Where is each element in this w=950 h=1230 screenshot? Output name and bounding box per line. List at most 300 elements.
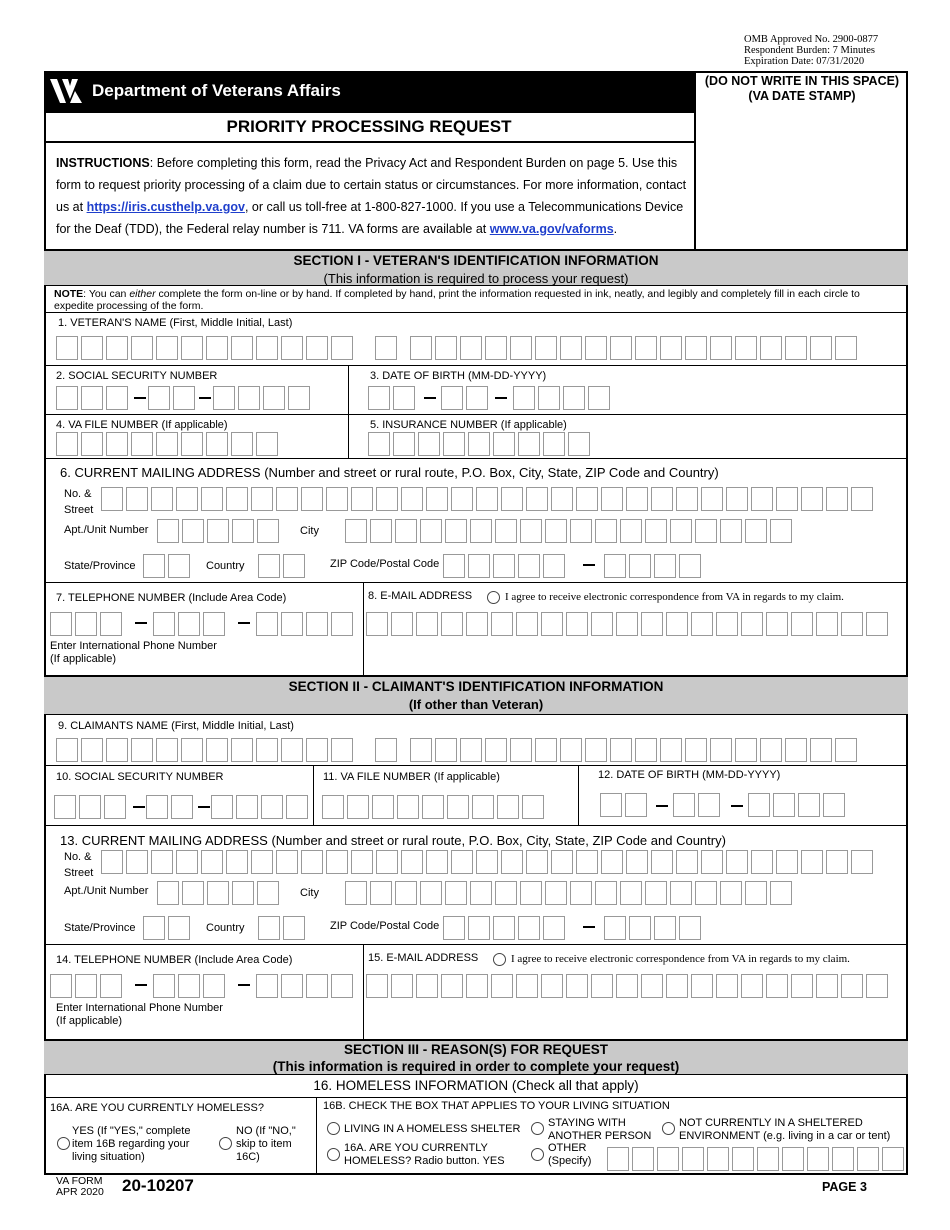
char-box[interactable]	[493, 554, 515, 578]
char-box[interactable]	[576, 850, 598, 874]
char-box[interactable]	[495, 519, 517, 543]
char-box[interactable]	[258, 554, 280, 578]
char-box[interactable]	[601, 850, 623, 874]
char-box[interactable]	[182, 881, 204, 905]
char-box[interactable]	[256, 738, 278, 762]
char-box[interactable]	[518, 554, 540, 578]
char-box[interactable]	[203, 974, 225, 998]
char-box[interactable]	[741, 974, 763, 998]
char-box[interactable]	[518, 916, 540, 940]
claimant-dob-year[interactable]	[748, 793, 848, 817]
char-box[interactable]	[447, 795, 469, 819]
char-box[interactable]	[570, 881, 592, 905]
char-box[interactable]	[201, 487, 223, 511]
char-box[interactable]	[261, 795, 283, 819]
char-box[interactable]	[543, 432, 565, 456]
char-box[interactable]	[732, 1147, 754, 1171]
char-box[interactable]	[691, 612, 713, 636]
staying-with-person-radio[interactable]	[531, 1122, 544, 1135]
char-box[interactable]	[841, 612, 863, 636]
char-box[interactable]	[281, 738, 303, 762]
char-box[interactable]	[735, 738, 757, 762]
email-address[interactable]	[366, 612, 891, 636]
char-box[interactable]	[171, 795, 193, 819]
char-box[interactable]	[176, 850, 198, 874]
char-box[interactable]	[701, 850, 723, 874]
char-box[interactable]	[541, 974, 563, 998]
char-box[interactable]	[100, 974, 122, 998]
claimant-address-apt[interactable]	[157, 881, 282, 905]
char-box[interactable]	[726, 850, 748, 874]
char-box[interactable]	[679, 916, 701, 940]
char-box[interactable]	[460, 738, 482, 762]
claimant-va-file-number[interactable]	[322, 795, 547, 819]
char-box[interactable]	[520, 881, 542, 905]
char-box[interactable]	[851, 850, 873, 874]
char-box[interactable]	[236, 795, 258, 819]
char-box[interactable]	[393, 432, 415, 456]
char-box[interactable]	[351, 850, 373, 874]
char-box[interactable]	[418, 432, 440, 456]
char-box[interactable]	[231, 738, 253, 762]
char-box[interactable]	[670, 881, 692, 905]
dob-day[interactable]	[441, 386, 491, 410]
char-box[interactable]	[766, 612, 788, 636]
char-box[interactable]	[54, 795, 76, 819]
char-box[interactable]	[257, 881, 279, 905]
char-box[interactable]	[716, 612, 738, 636]
char-box[interactable]	[810, 738, 832, 762]
char-box[interactable]	[522, 795, 544, 819]
char-box[interactable]	[735, 336, 757, 360]
char-box[interactable]	[691, 974, 713, 998]
char-box[interactable]	[645, 881, 667, 905]
char-box[interactable]	[660, 738, 682, 762]
char-box[interactable]	[181, 432, 203, 456]
char-box[interactable]	[420, 881, 442, 905]
char-box[interactable]	[81, 386, 103, 410]
char-box[interactable]	[276, 850, 298, 874]
char-box[interactable]	[326, 850, 348, 874]
char-box[interactable]	[157, 881, 179, 905]
char-box[interactable]	[401, 487, 423, 511]
char-box[interactable]	[685, 336, 707, 360]
char-box[interactable]	[206, 336, 228, 360]
claimant-address-street[interactable]	[101, 850, 876, 874]
char-box[interactable]	[660, 336, 682, 360]
char-box[interactable]	[391, 612, 413, 636]
char-box[interactable]	[306, 612, 328, 636]
char-box[interactable]	[526, 487, 548, 511]
char-box[interactable]	[857, 1147, 879, 1171]
char-box[interactable]	[751, 487, 773, 511]
va-file-number[interactable]	[56, 432, 281, 456]
char-box[interactable]	[745, 881, 767, 905]
char-box[interactable]	[306, 336, 328, 360]
char-box[interactable]	[695, 881, 717, 905]
address-zip[interactable]	[443, 554, 568, 578]
char-box[interactable]	[585, 336, 607, 360]
char-box[interactable]	[326, 487, 348, 511]
char-box[interactable]	[451, 487, 473, 511]
char-box[interactable]	[331, 612, 353, 636]
char-box[interactable]	[375, 738, 397, 762]
char-box[interactable]	[466, 974, 488, 998]
char-box[interactable]	[395, 881, 417, 905]
char-box[interactable]	[81, 336, 103, 360]
char-box[interactable]	[568, 432, 590, 456]
telephone-line[interactable]	[256, 612, 356, 636]
char-box[interactable]	[782, 1147, 804, 1171]
char-box[interactable]	[281, 974, 303, 998]
char-box[interactable]	[460, 336, 482, 360]
char-box[interactable]	[395, 519, 417, 543]
char-box[interactable]	[435, 738, 457, 762]
char-box[interactable]	[654, 554, 676, 578]
char-box[interactable]	[79, 795, 101, 819]
char-box[interactable]	[306, 738, 328, 762]
char-box[interactable]	[566, 974, 588, 998]
vaforms-link[interactable]: www.va.gov/vaforms	[489, 222, 614, 236]
char-box[interactable]	[832, 1147, 854, 1171]
char-box[interactable]	[397, 795, 419, 819]
char-box[interactable]	[410, 738, 432, 762]
char-box[interactable]	[604, 916, 626, 940]
claimant-ssn-part3[interactable]	[211, 795, 311, 819]
char-box[interactable]	[591, 612, 613, 636]
char-box[interactable]	[256, 974, 278, 998]
char-box[interactable]	[801, 487, 823, 511]
char-box[interactable]	[276, 487, 298, 511]
char-box[interactable]	[148, 386, 170, 410]
char-box[interactable]	[476, 487, 498, 511]
claimant-ssn-part2[interactable]	[146, 795, 196, 819]
char-box[interactable]	[807, 1147, 829, 1171]
claimant-address-zip[interactable]	[443, 916, 568, 940]
char-box[interactable]	[516, 612, 538, 636]
char-box[interactable]	[443, 432, 465, 456]
char-box[interactable]	[288, 386, 310, 410]
char-box[interactable]	[543, 554, 565, 578]
char-box[interactable]	[629, 554, 651, 578]
char-box[interactable]	[401, 850, 423, 874]
char-box[interactable]	[168, 916, 190, 940]
char-box[interactable]	[81, 738, 103, 762]
char-box[interactable]	[485, 738, 507, 762]
char-box[interactable]	[182, 519, 204, 543]
char-box[interactable]	[131, 432, 153, 456]
char-box[interactable]	[791, 612, 813, 636]
char-box[interactable]	[816, 612, 838, 636]
char-box[interactable]	[476, 850, 498, 874]
char-box[interactable]	[666, 974, 688, 998]
char-box[interactable]	[485, 336, 507, 360]
char-box[interactable]	[776, 850, 798, 874]
char-box[interactable]	[798, 793, 820, 817]
address-street[interactable]	[101, 487, 876, 511]
char-box[interactable]	[106, 336, 128, 360]
char-box[interactable]	[535, 336, 557, 360]
char-box[interactable]	[495, 881, 517, 905]
char-box[interactable]	[420, 519, 442, 543]
char-box[interactable]	[156, 432, 178, 456]
char-box[interactable]	[106, 738, 128, 762]
char-box[interactable]	[370, 881, 392, 905]
claimant-name-first[interactable]	[56, 738, 356, 762]
char-box[interactable]	[258, 916, 280, 940]
char-box[interactable]	[501, 850, 523, 874]
char-box[interactable]	[773, 793, 795, 817]
char-box[interactable]	[841, 974, 863, 998]
address-zip-ext[interactable]	[604, 554, 704, 578]
char-box[interactable]	[645, 519, 667, 543]
char-box[interactable]	[370, 519, 392, 543]
char-box[interactable]	[651, 487, 673, 511]
char-box[interactable]	[760, 738, 782, 762]
char-box[interactable]	[126, 487, 148, 511]
char-box[interactable]	[211, 795, 233, 819]
char-box[interactable]	[801, 850, 823, 874]
char-box[interactable]	[535, 738, 557, 762]
char-box[interactable]	[570, 519, 592, 543]
claimant-telephone-line[interactable]	[256, 974, 356, 998]
char-box[interactable]	[545, 881, 567, 905]
char-box[interactable]	[75, 974, 97, 998]
char-box[interactable]	[410, 336, 432, 360]
char-box[interactable]	[518, 432, 540, 456]
char-box[interactable]	[257, 519, 279, 543]
char-box[interactable]	[882, 1147, 904, 1171]
char-box[interactable]	[626, 487, 648, 511]
char-box[interactable]	[493, 432, 515, 456]
claimant-name-mi[interactable]	[375, 738, 400, 762]
char-box[interactable]	[816, 974, 838, 998]
char-box[interactable]	[281, 336, 303, 360]
char-box[interactable]	[566, 612, 588, 636]
char-box[interactable]	[178, 612, 200, 636]
char-box[interactable]	[588, 386, 610, 410]
char-box[interactable]	[201, 850, 223, 874]
char-box[interactable]	[748, 793, 770, 817]
char-box[interactable]	[610, 336, 632, 360]
char-box[interactable]	[510, 738, 532, 762]
char-box[interactable]	[81, 432, 103, 456]
char-box[interactable]	[213, 386, 235, 410]
veteran-name-mi[interactable]	[375, 336, 400, 360]
char-box[interactable]	[745, 519, 767, 543]
char-box[interactable]	[106, 432, 128, 456]
char-box[interactable]	[526, 850, 548, 874]
char-box[interactable]	[620, 881, 642, 905]
char-box[interactable]	[56, 336, 78, 360]
veteran-name-last[interactable]	[410, 336, 860, 360]
telephone-prefix[interactable]	[153, 612, 228, 636]
char-box[interactable]	[151, 487, 173, 511]
char-box[interactable]	[368, 386, 390, 410]
veteran-name-first[interactable]	[56, 336, 356, 360]
char-box[interactable]	[695, 519, 717, 543]
char-box[interactable]	[776, 487, 798, 511]
char-box[interactable]	[491, 974, 513, 998]
char-box[interactable]	[441, 974, 463, 998]
char-box[interactable]	[741, 612, 763, 636]
claimant-address-city[interactable]	[345, 881, 795, 905]
char-box[interactable]	[251, 850, 273, 874]
char-box[interactable]	[513, 386, 535, 410]
char-box[interactable]	[443, 916, 465, 940]
char-box[interactable]	[441, 612, 463, 636]
char-box[interactable]	[345, 881, 367, 905]
char-box[interactable]	[131, 336, 153, 360]
char-box[interactable]	[785, 336, 807, 360]
char-box[interactable]	[601, 487, 623, 511]
char-box[interactable]	[616, 974, 638, 998]
address-apt[interactable]	[157, 519, 282, 543]
address-state[interactable]	[143, 554, 193, 578]
char-box[interactable]	[206, 738, 228, 762]
char-box[interactable]	[178, 974, 200, 998]
char-box[interactable]	[835, 738, 857, 762]
char-box[interactable]	[625, 793, 647, 817]
char-box[interactable]	[466, 612, 488, 636]
char-box[interactable]	[181, 336, 203, 360]
homeless-yes-radio[interactable]	[57, 1137, 70, 1150]
char-box[interactable]	[541, 612, 563, 636]
char-box[interactable]	[104, 795, 126, 819]
char-box[interactable]	[760, 336, 782, 360]
char-box[interactable]	[635, 738, 657, 762]
char-box[interactable]	[632, 1147, 654, 1171]
char-box[interactable]	[497, 795, 519, 819]
char-box[interactable]	[551, 850, 573, 874]
char-box[interactable]	[757, 1147, 779, 1171]
char-box[interactable]	[466, 386, 488, 410]
claimant-address-zip-ext[interactable]	[604, 916, 704, 940]
char-box[interactable]	[256, 432, 278, 456]
char-box[interactable]	[232, 881, 254, 905]
char-box[interactable]	[366, 612, 388, 636]
char-box[interactable]	[770, 881, 792, 905]
char-box[interactable]	[676, 487, 698, 511]
char-box[interactable]	[551, 487, 573, 511]
char-box[interactable]	[156, 738, 178, 762]
char-box[interactable]	[56, 432, 78, 456]
char-box[interactable]	[635, 336, 657, 360]
char-box[interactable]	[620, 519, 642, 543]
char-box[interactable]	[56, 386, 78, 410]
char-box[interactable]	[100, 612, 122, 636]
char-box[interactable]	[501, 487, 523, 511]
char-box[interactable]	[701, 487, 723, 511]
char-box[interactable]	[416, 612, 438, 636]
char-box[interactable]	[616, 612, 638, 636]
insurance-number[interactable]	[368, 432, 593, 456]
char-box[interactable]	[493, 916, 515, 940]
char-box[interactable]	[106, 386, 128, 410]
claimant-name-last[interactable]	[410, 738, 860, 762]
char-box[interactable]	[207, 519, 229, 543]
dob-month[interactable]	[368, 386, 418, 410]
char-box[interactable]	[131, 738, 153, 762]
char-box[interactable]	[751, 850, 773, 874]
char-box[interactable]	[181, 738, 203, 762]
char-box[interactable]	[666, 612, 688, 636]
char-box[interactable]	[445, 881, 467, 905]
char-box[interactable]	[472, 795, 494, 819]
claimant-telephone-area[interactable]	[50, 974, 125, 998]
char-box[interactable]	[143, 554, 165, 578]
char-box[interactable]	[238, 386, 260, 410]
char-box[interactable]	[607, 1147, 629, 1171]
char-box[interactable]	[375, 336, 397, 360]
char-box[interactable]	[351, 487, 373, 511]
char-box[interactable]	[560, 738, 582, 762]
char-box[interactable]	[368, 432, 390, 456]
char-box[interactable]	[651, 850, 673, 874]
char-box[interactable]	[791, 974, 813, 998]
address-country[interactable]	[258, 554, 308, 578]
char-box[interactable]	[251, 487, 273, 511]
char-box[interactable]	[585, 738, 607, 762]
char-box[interactable]	[256, 336, 278, 360]
char-box[interactable]	[823, 793, 845, 817]
char-box[interactable]	[835, 336, 857, 360]
char-box[interactable]	[451, 850, 473, 874]
char-box[interactable]	[283, 916, 305, 940]
char-box[interactable]	[281, 612, 303, 636]
char-box[interactable]	[657, 1147, 679, 1171]
char-box[interactable]	[443, 554, 465, 578]
char-box[interactable]	[153, 974, 175, 998]
char-box[interactable]	[366, 974, 388, 998]
char-box[interactable]	[576, 487, 598, 511]
char-box[interactable]	[710, 738, 732, 762]
char-box[interactable]	[470, 519, 492, 543]
char-box[interactable]	[143, 916, 165, 940]
char-box[interactable]	[347, 795, 369, 819]
char-box[interactable]	[231, 336, 253, 360]
char-box[interactable]	[376, 487, 398, 511]
char-box[interactable]	[491, 612, 513, 636]
char-box[interactable]	[126, 850, 148, 874]
char-box[interactable]	[393, 386, 415, 410]
char-box[interactable]	[372, 795, 394, 819]
other-specify-input[interactable]	[607, 1147, 907, 1171]
char-box[interactable]	[826, 850, 848, 874]
email-agree-radio[interactable]	[487, 591, 500, 604]
address-city[interactable]	[345, 519, 795, 543]
char-box[interactable]	[56, 738, 78, 762]
iris-link[interactable]: https://iris.custhelp.va.gov	[86, 200, 245, 214]
char-box[interactable]	[698, 793, 720, 817]
claimant-ssn-part1[interactable]	[54, 795, 129, 819]
char-box[interactable]	[545, 519, 567, 543]
char-box[interactable]	[641, 612, 663, 636]
char-box[interactable]	[231, 432, 253, 456]
char-box[interactable]	[610, 738, 632, 762]
char-box[interactable]	[331, 738, 353, 762]
claimant-address-country[interactable]	[258, 916, 308, 940]
not-sheltered-radio[interactable]	[662, 1122, 675, 1135]
char-box[interactable]	[435, 336, 457, 360]
char-box[interactable]	[173, 386, 195, 410]
char-box[interactable]	[391, 974, 413, 998]
ssn-part2[interactable]	[148, 386, 198, 410]
claimant-email-agree-radio[interactable]	[493, 953, 506, 966]
ssn-part1[interactable]	[56, 386, 131, 410]
char-box[interactable]	[682, 1147, 704, 1171]
char-box[interactable]	[685, 738, 707, 762]
